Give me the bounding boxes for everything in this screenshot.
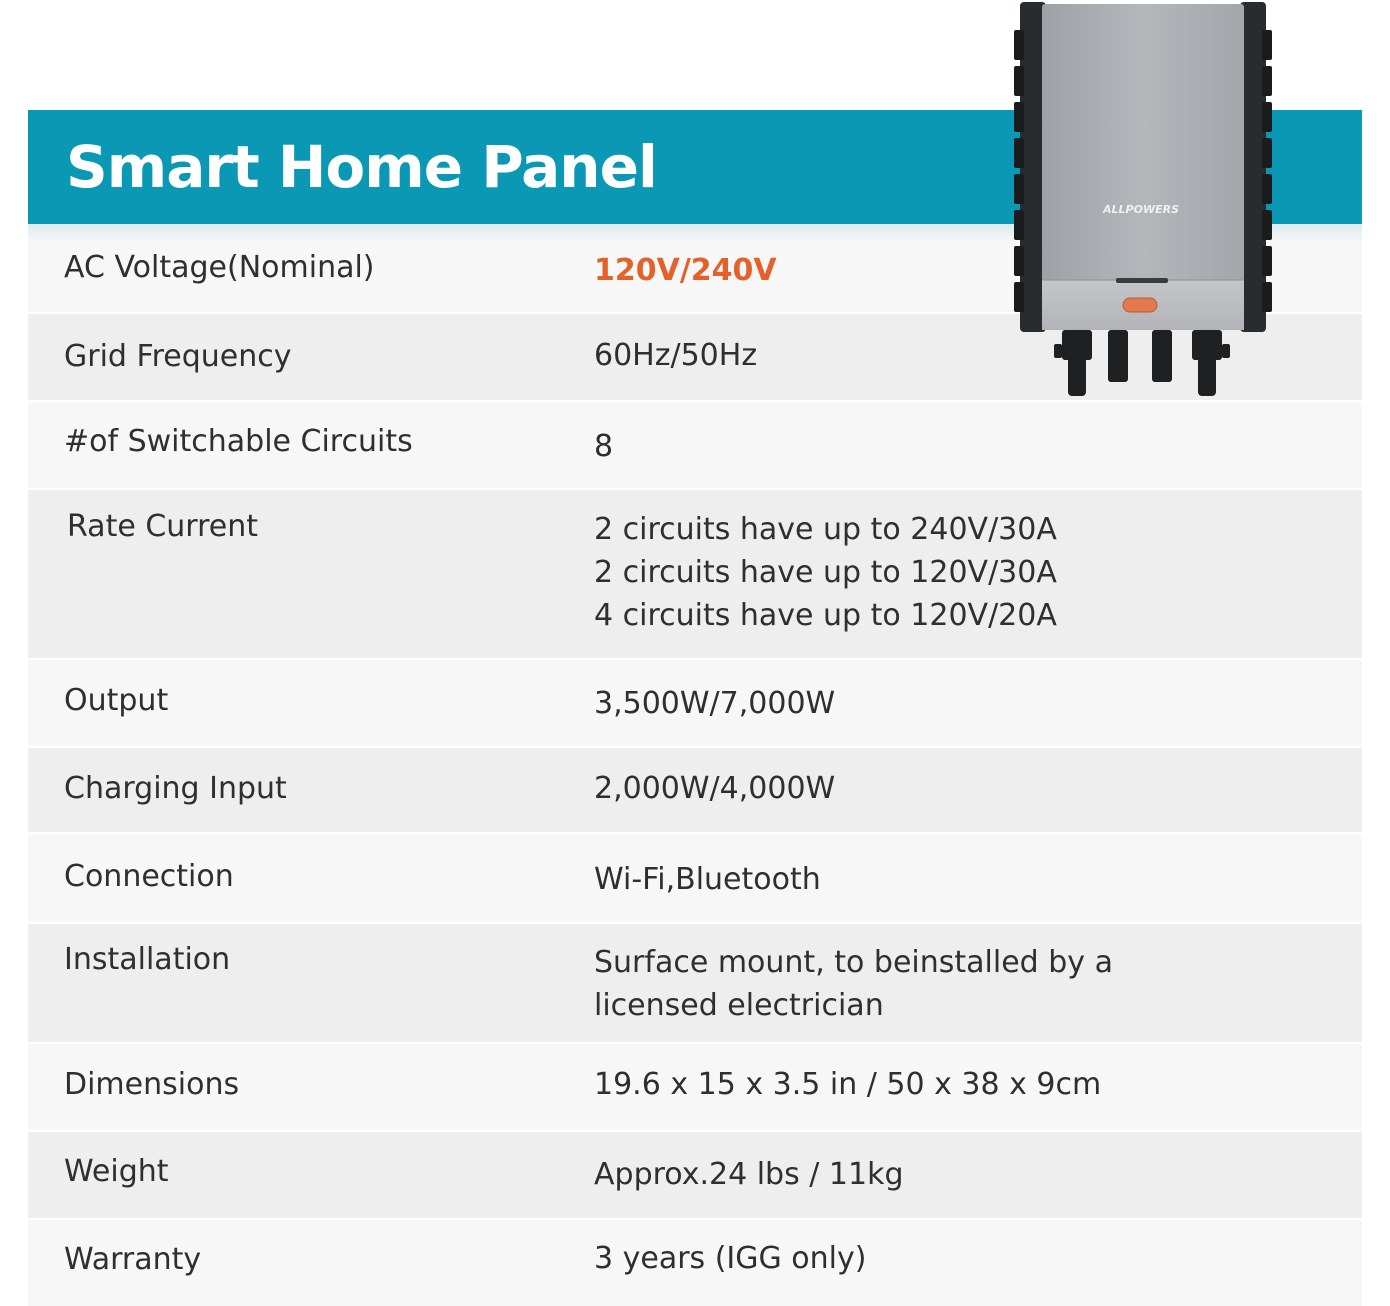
spec-row-dimensions <box>28 1044 1362 1130</box>
spec-value <box>594 1063 1101 1106</box>
spec-label: Weight <box>64 1154 169 1189</box>
spec-value-line: 3 years (IGG only) <box>594 1241 867 1276</box>
spec-value-line: 2 circuits have up to 240V/30A <box>594 512 1057 547</box>
spec-row-connection <box>28 834 1362 922</box>
spec-value-line: 8 <box>594 429 614 464</box>
spec-row-switchable-circuits <box>28 402 1362 488</box>
spec-value-line: Surface mount, to beinstalled by a <box>594 945 1113 980</box>
spec-value-line: Approx.24 lbs / 11kg <box>594 1157 904 1192</box>
spec-value-line: 2,000W/4,000W <box>594 771 836 806</box>
spec-value-line: 120V/240V <box>594 253 777 288</box>
spec-value <box>594 941 1113 1027</box>
spec-label: Charging Input <box>64 771 287 806</box>
spec-label: #of Switchable Circuits <box>64 424 413 459</box>
smart-home-panel-image <box>1012 0 1274 400</box>
spec-value <box>594 767 835 810</box>
spec-value <box>594 1153 904 1196</box>
spec-row-rate-current <box>28 490 1362 658</box>
spec-value <box>594 858 821 901</box>
spec-value-line: licensed electrician <box>594 988 884 1023</box>
spec-label: Grid Frequency <box>64 339 292 374</box>
spec-value <box>594 425 613 468</box>
spec-label: Warranty <box>64 1242 202 1277</box>
spec-value-line: 4 circuits have up to 120V/20A <box>594 598 1057 633</box>
spec-value-line: 2 circuits have up to 120V/30A <box>594 555 1057 590</box>
spec-label: AC Voltage(Nominal) <box>64 250 375 285</box>
brand-logo: ALLPOWERS <box>1103 203 1179 216</box>
spec-label: Connection <box>64 859 234 894</box>
spec-value-line: Wi-Fi,Bluetooth <box>594 862 821 897</box>
spec-label: Installation <box>64 942 231 977</box>
spec-value <box>594 334 757 377</box>
spec-row-weight <box>28 1132 1362 1218</box>
spec-label: Dimensions <box>64 1067 240 1102</box>
spec-label: Output <box>64 683 169 718</box>
spec-value-line: 19.6 x 15 x 3.5 in / 50 x 38 x 9cm <box>594 1067 1102 1102</box>
spec-label: Rate Current <box>67 509 259 544</box>
spec-value-line: 3,500W/7,000W <box>594 686 836 721</box>
spec-row-warranty <box>28 1220 1362 1306</box>
spec-row-installation <box>28 924 1362 1042</box>
spec-row-charging-input <box>28 748 1362 832</box>
spec-value <box>594 508 1057 637</box>
spec-row-output <box>28 660 1362 746</box>
spec-value-line: 60Hz/50Hz <box>594 338 758 373</box>
spec-value <box>594 1237 866 1280</box>
spec-value <box>594 249 777 292</box>
page-title: Smart Home Panel <box>66 133 657 201</box>
spec-value <box>594 682 835 725</box>
